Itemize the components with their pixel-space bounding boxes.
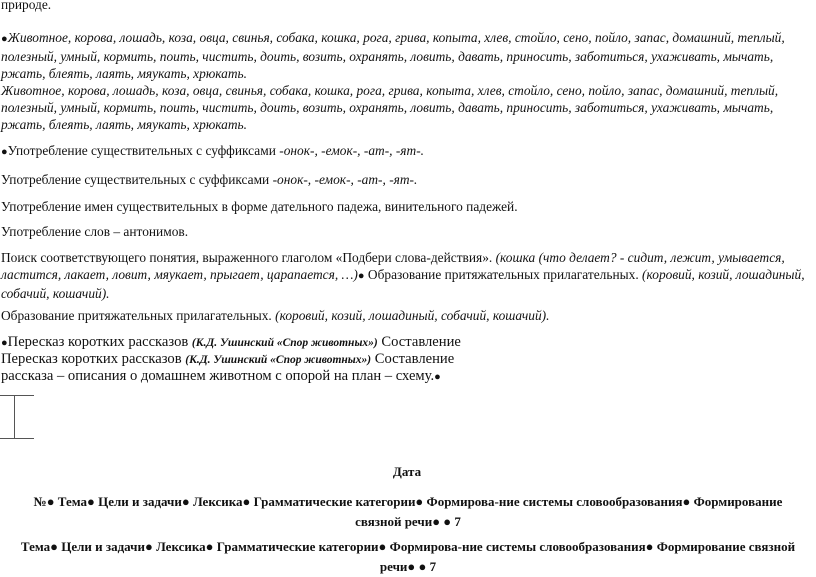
table-header-row-2: Тема● Цели и задачи● Лексика● Грамматические категории● Формирова-ние системы словообразования● Формирование связной речи● ● 7 [20,539,796,574]
bullet-icon: ● [1,33,8,45]
bullet-icon: ● [1,337,8,349]
vocabulary-paragraph-1: ●Животное, корова, лошадь, коза, овца, свинья, собака, кошка, рога, грива, копыта, хлев, стойло, сено, пойло, запас, домашний, теплый, полезный, умный, кормить, поить, чистить, доить, возить, охранять, ловить, давать, приносить, заботиться, ухаживать, мычать, ржать, блеять, лаять, мяукать, хрюкать. [1,30,785,81]
suffix-paragraph-2: Употребление существительных с суффиксами -онок-, -емок-, -ат-, -ят-. [1,172,418,187]
table-border-vertical [14,395,15,439]
date-heading: Дата [392,464,422,479]
antonyms-paragraph: Употребление слов – антонимов. [1,224,189,239]
table-header-row-1: №● Тема● Цели и задачи● Лексика● Грамматические категории● Формирова-ние системы словообразования● Формирование связной речи● ● 7 [33,494,783,529]
search-paragraph: Поиск соответствующего понятия, выраженного глаголом «Подбери слова-действия». (кошка (что делает? - сидит, лежит, умывается, ластится, лакает, ловит, мяукает, прыгает, царапается, …)● Образование притяжательных прилагательных. (коровий, козий, лошадиный, собачий, кошачий). [1,250,805,301]
table-border-bottom [0,438,34,439]
possessive-paragraph: Образование притяжательных прилагательных. (коровий, козий, лошадиный, собачий, кошачий). [1,308,550,323]
retell-line-3: рассказа – описания о домашнем животном с опорой на план – схему.● [1,368,441,384]
vocabulary-paragraph-2: Животное, корова, лошадь, коза, овца, свинья, собака, кошка, рога, грива, копыта, хлев, стойло, сено, пойло, запас, домашний, теплый, полезный, умный, кормить, поить, чистить, доить, возить, охранять, ловить, давать, приносить, заботиться, ухаживать, мычать, ржать, блеять, лаять, мяукать, хрюкать. [1,83,779,132]
retell-line-2: Пересказ коротких рассказов (К.Д. Ушинский «Спор животных») Составление [1,351,455,367]
table-border-top [0,395,34,396]
suffix-paragraph-1: ●Употребление существительных с суффиксами -онок-, -емок-, -ат-, -ят-. [1,143,425,158]
bullet-icon: ● [434,371,441,383]
top-fragment: природе. [1,0,52,12]
dative-paragraph: Употребление имен существительных в форме дательного падежа, винительного падежей. [1,199,518,214]
retell-line-1: ●Пересказ коротких рассказов (К.Д. Ушинский «Спор животных») Составление [1,334,461,350]
bullet-icon: ● [1,146,8,158]
bullet-icon: ● [357,270,365,282]
